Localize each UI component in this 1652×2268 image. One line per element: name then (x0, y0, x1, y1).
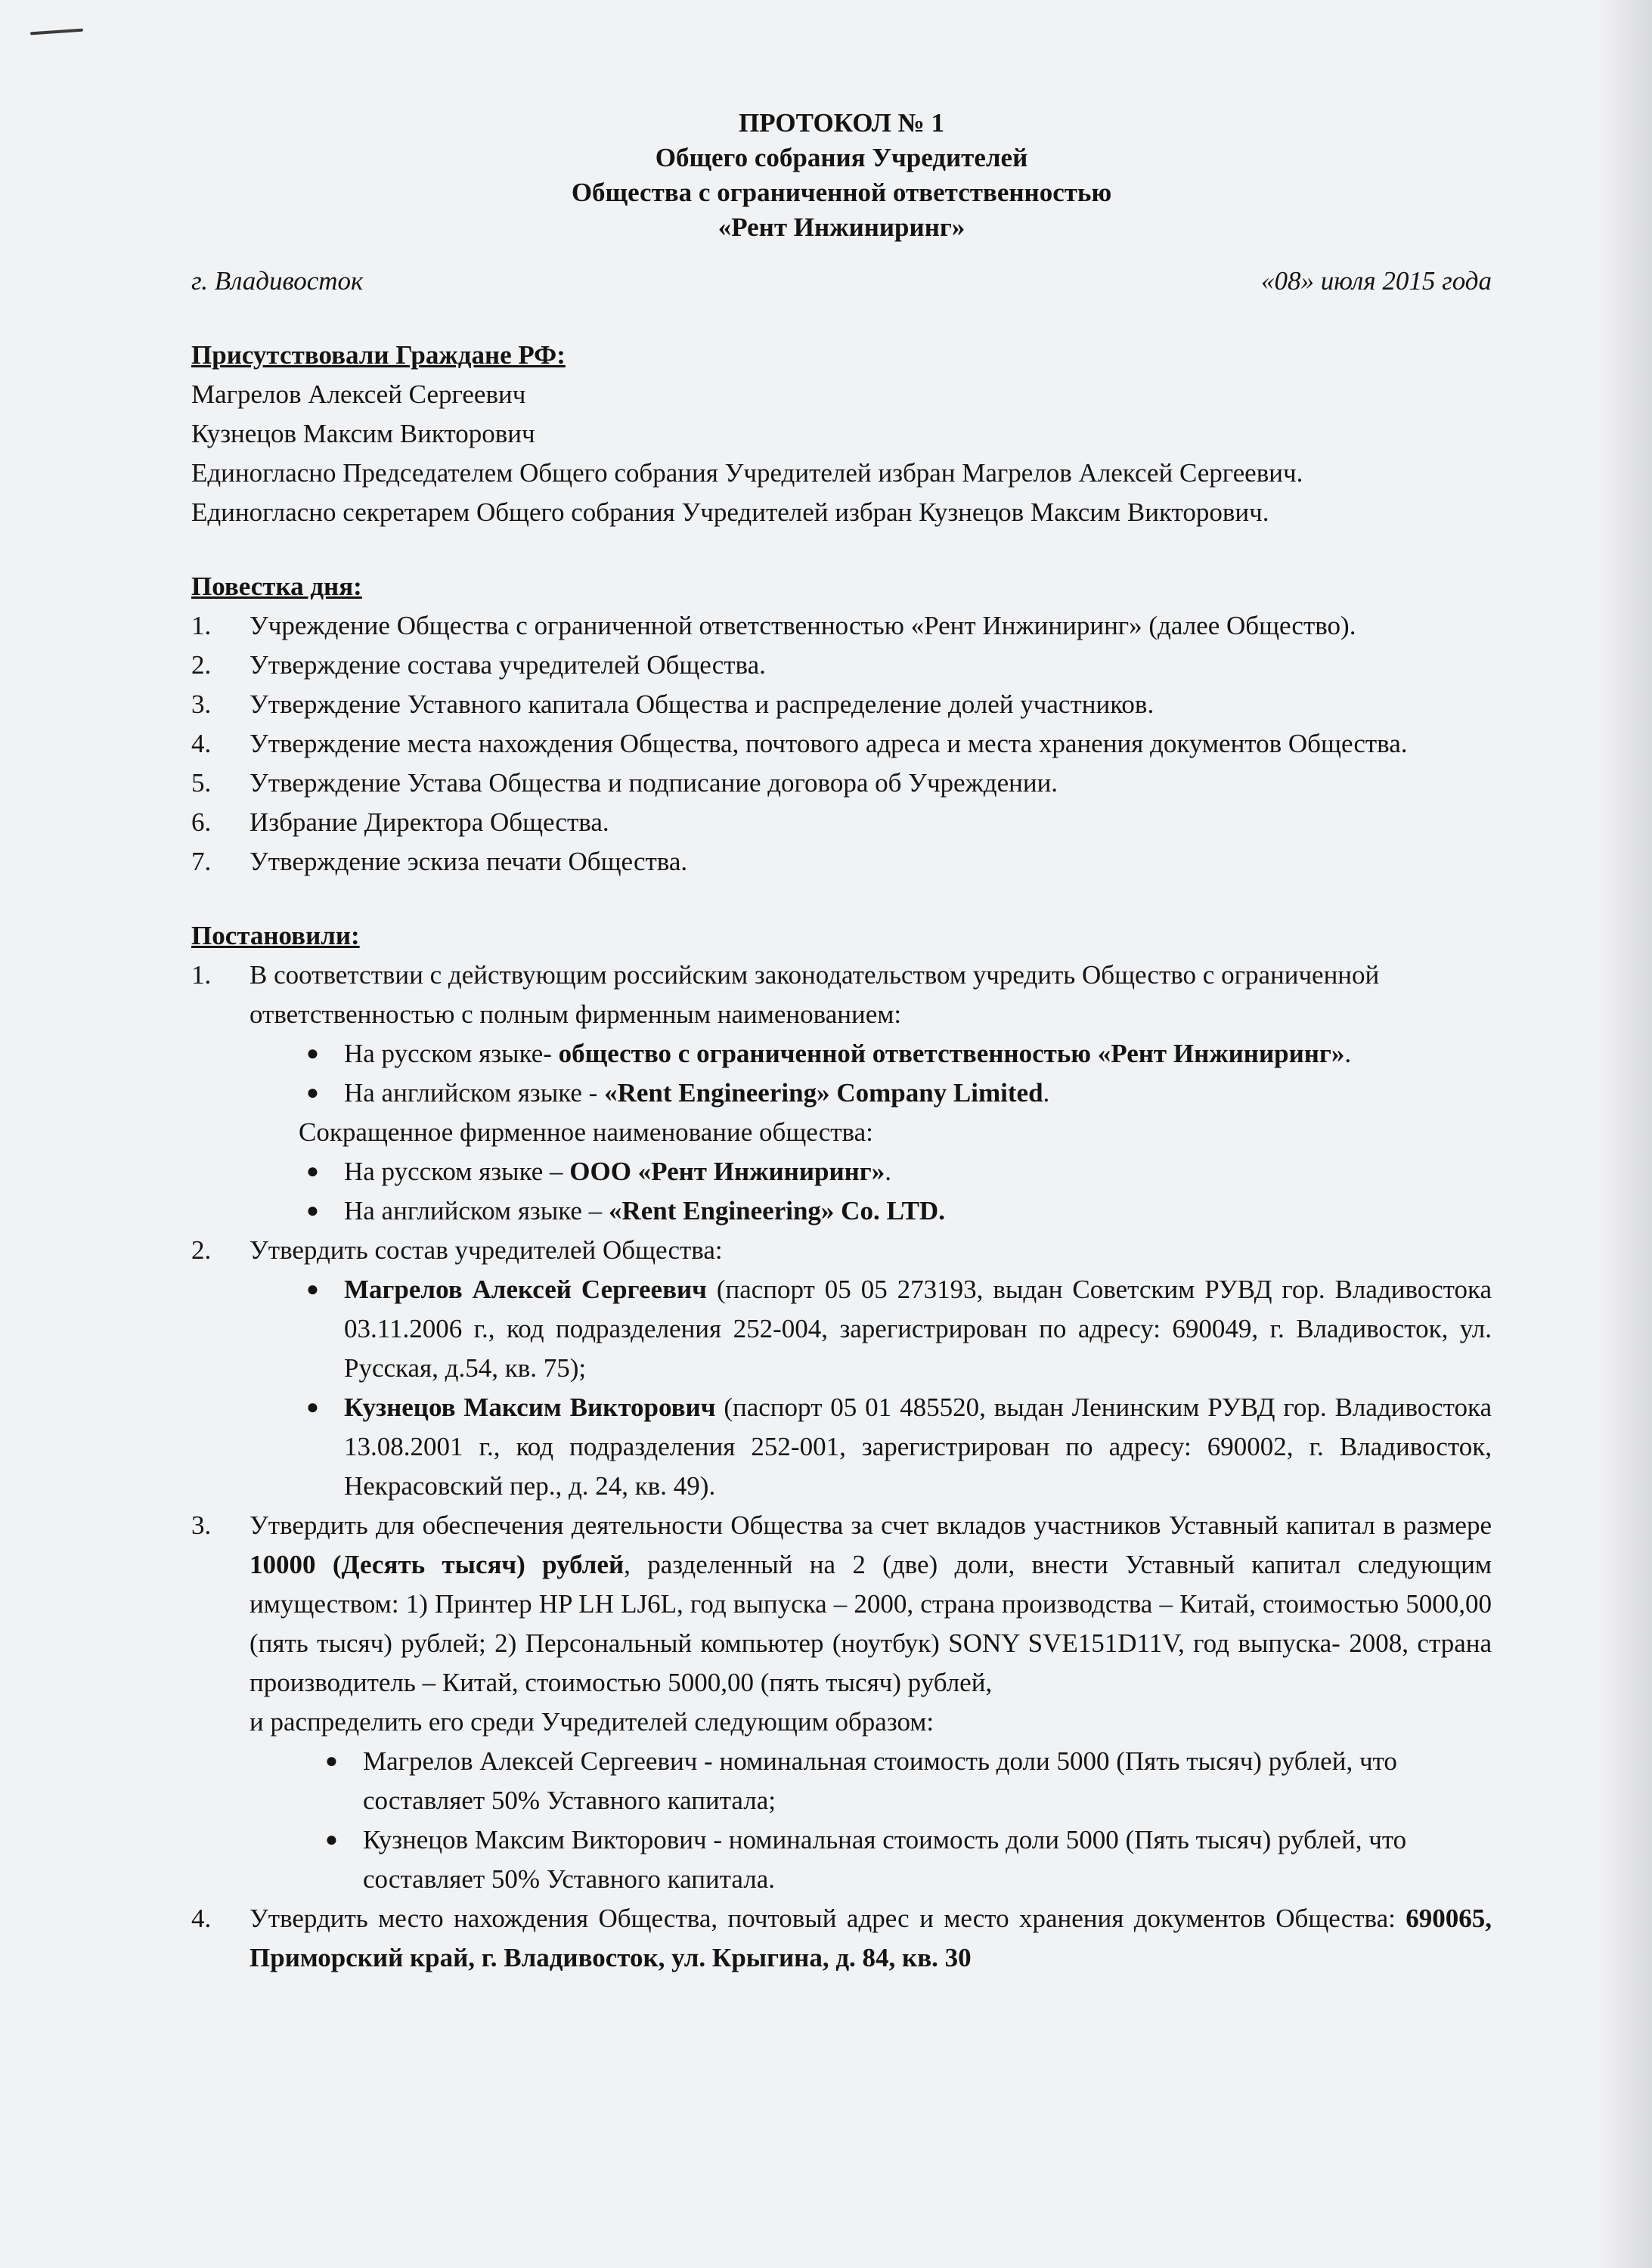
date: «08» июля 2015 года (1261, 266, 1492, 296)
resolution-4: 4. Утвердить место нахождения Общества, почтовый адрес и место хранения документов Общества: 690065, Приморский край, г. Владивосток, ул. Крыгина, д. 84, кв. 30 (191, 1899, 1492, 1978)
agenda-item: 4. Утверждение места нахождения Общества, почтового адреса и места хранения документов Общества. (191, 729, 1408, 758)
resolution-3: 3. Утвердить для обеспечения деятельности Общества за счет вкладов участников Уставный капитал в размере 10000 (Десять тысяч) рублей, разделенный на 2 (две) доли, внести Уставный капитал следующим имуществом: 1) Принтер HP LH LJ6L, год выпуска – 2000, страна производства – Китай, стоимостью 5000,00 (пять тысяч) рублей; 2) Персональный компьютер (ноутбук) SONY SVE151D11V, год выпуска- 2008, страна производитель – Китай, стоимостью 5000,00 (пять тысяч) рублей, и распределить его среди Учредителей следующим образом: ● Магрелов Алексей Сергеевич - номинальная стоимость доли 5000 (Пять тысяч) рублей, что составляет 50% Уставного капитала; ● Кузнецов Максим Викторович - номинальная стоимость доли 5000 (Пять тысяч) рублей, что составляет 50% Уставного капитала. (191, 1506, 1492, 1899)
share-1: ● Магрелов Алексей Сергеевич - номинальная стоимость доли 5000 (Пять тысяч) рублей, что составляет 50% Уставного капитала; (325, 1746, 1397, 1815)
address-text: Утвердить место нахождения Общества, почтовый адрес и место хранения документов Общества: 690065, Приморский край, г. Владивосток, ул. Крыгина, д. 84, кв. 30 (250, 1904, 1492, 1972)
resolution-1: 1. В соответствии с действующим российским законодательством учредить Общество с ограниченной ответственностью с полным фирменным наименованием: ● На русском языке- общество с ограниченной ответственностью «Рент Инжиниринг». ● На английском языке - «Rent Engineering» Company Limited. Сокращенное фирменное наименование общества: ● На русском языке – ООО «Рент Инжиниринг». ● На английском языке – «Rent Engineering» Co. LTD. (191, 956, 1492, 1231)
protocol-content (191, 106, 1492, 1978)
secretary-election: Единогласно секретарем Общего собрания Учредителей избран Кузнецов Максим Викторович. (191, 497, 1269, 527)
short-name-label: Сокращенное фирменное наименование общества: (299, 1117, 873, 1147)
agenda-item: 6. Избрание Директора Общества. (191, 807, 609, 837)
company-name: «Рент Инжиниринг» (718, 212, 965, 242)
agenda-item: 2. Утверждение состава учредителей Общества. (191, 650, 766, 680)
capital-text: Утвердить для обеспечения деятельности Общества за счет вкладов участников Уставный капитал в размере 10000 (Десять тысяч) рублей, разделенный на 2 (две) доли, внести Уставный капитал следующим имуществом: 1) Принтер HP LH LJ6L, год выпуска – 2000, страна производства – Китай, стоимостью 5000,00 (пять тысяч) рублей; 2) Персональный компьютер (ноутбук) SONY SVE151D11V, год выпуска- 2008, страна производитель – Китай, стоимостью 5000,00 (пять тысяч) рублей, (250, 1510, 1492, 1697)
attendee: Кузнецов Максим Викторович (191, 419, 535, 448)
place: г. Владивосток (191, 266, 364, 296)
attendees-heading: Присутствовали Граждане РФ: (191, 340, 566, 370)
agenda-item: 5. Утверждение Устава Общества и подписание договора об Учреждении. (191, 768, 1058, 798)
agenda-list (191, 606, 1492, 881)
full-name-list (250, 1034, 1492, 1113)
short-name-ru: ● На русском языке – ООО «Рент Инжиниринг». (306, 1157, 891, 1186)
capital-distribution: и распределить его среди Учредителей следующим образом: (250, 1707, 934, 1737)
agenda-item: 3. Утверждение Уставного капитала Общества и распределение долей участников. (191, 689, 1155, 719)
agenda-item: 1. Учреждение Общества с ограниченной ответственностью «Рент Инжиниринг» (далее Общество). (191, 611, 1356, 640)
resolved-list (191, 956, 1492, 1978)
share-2: ● Кузнецов Максим Викторович - номинальная стоимость доли 5000 (Пять тысяч) рублей, что составляет 50% Уставного капитала. (325, 1825, 1407, 1894)
place-date-row (191, 262, 1492, 301)
scan-mark (30, 29, 83, 36)
short-name-en: ● На английском языке – «Rent Engineering» Co. LTD. (306, 1196, 945, 1225)
resolved-heading: Постановили: (191, 921, 360, 950)
resolution-2: 2. Утвердить состав учредителей Общества: ● Магрелов Алексей Сергеевич (паспорт 05 05 273193, выдан Советским РУВД гор. Владивостока 03.11.2006 г., код подразделения 252-004, зарегистрирован по адресу: 690049, г. Владивосток, ул. Русская, д.54, кв. 75); ● Кузнецов Максим Викторович (паспорт 05 01 485520, выдан Ленинским РУВД гор. Владивостока 13.08.2001 г., код подразделения 252-001, зарегистрирован по адресу: 690002, г. Владивосток, Некрасовский пер., д. 24, кв. 49). (191, 1231, 1492, 1506)
protocol-title: ПРОТОКОЛ № 1 (739, 108, 944, 138)
agenda-heading: Повестка дня: (191, 572, 362, 601)
protocol-header (191, 106, 1492, 245)
short-name-list (250, 1152, 1492, 1231)
full-name-ru: ● На русском языке- общество с ограниченной ответственностью «Рент Инжиниринг». (306, 1039, 1352, 1068)
protocol-subtitle: Общего собрания Учредителей (655, 143, 1028, 172)
founder-2: ● Кузнецов Максим Викторович (паспорт 05 01 485520, выдан Ленинским РУВД гор. Владивостока 13.08.2001 г., код подразделения 252-001, зарегистрирован по адресу: 690002, г. Владивосток, Некрасовский пер., д. 24, кв. 49). (306, 1393, 1492, 1501)
shares-list (250, 1742, 1492, 1899)
page-edge-shadow (1599, 0, 1652, 2268)
founder-1: ● Магрелов Алексей Сергеевич (паспорт 05 05 273193, выдан Советским РУВД гор. Владивостока 03.11.2006 г., код подразделения 252-004, зарегистрирован по адресу: 690049, г. Владивосток, ул. Русская, д.54, кв. 75); (306, 1275, 1492, 1383)
founders-list (250, 1270, 1492, 1506)
chair-election: Единогласно Председателем Общего собрания Учредителей избран Магрелов Алексей Сергеевич. (191, 458, 1303, 488)
full-name-en: ● На английском языке - «Rent Engineering» Company Limited. (306, 1078, 1050, 1108)
company-type: Общества с ограниченной ответственностью (571, 178, 1112, 207)
attendee: Магрелов Алексей Сергеевич (191, 380, 526, 409)
agenda-item: 7. Утверждение эскиза печати Общества. (191, 847, 688, 876)
